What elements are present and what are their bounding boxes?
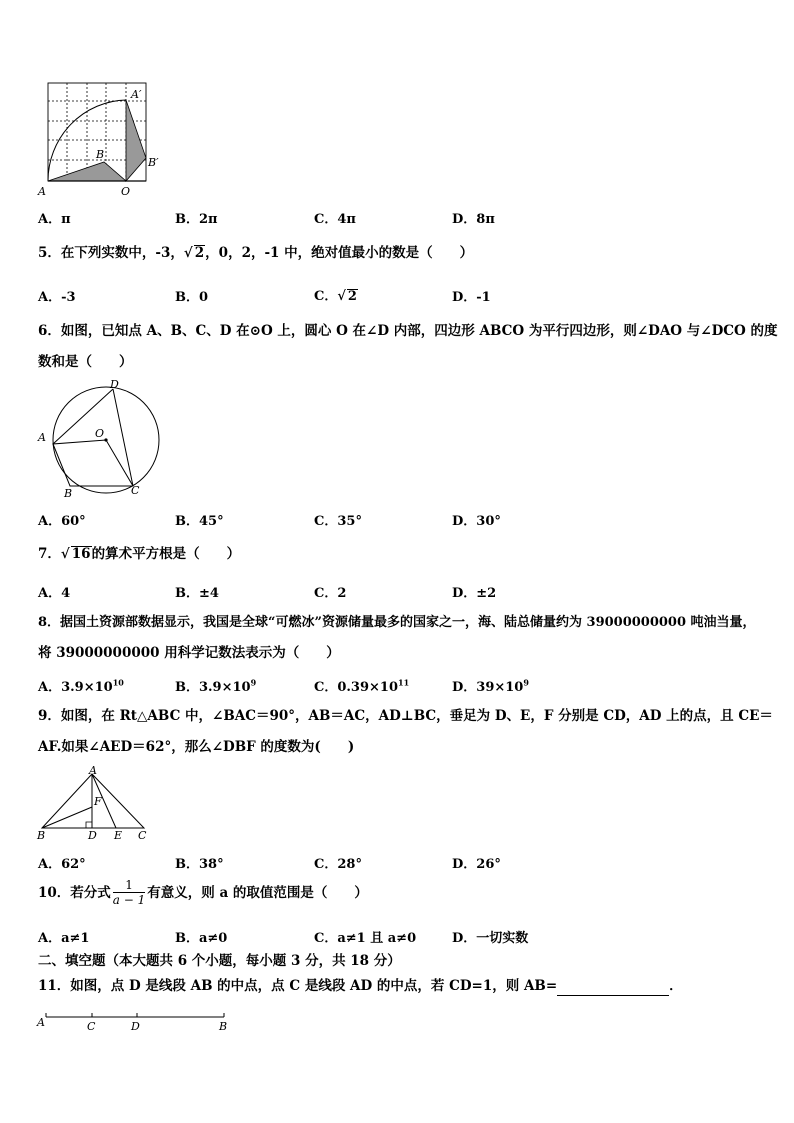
q7-option-a[interactable]: A．4 <box>38 586 71 601</box>
q9-line2: AF.如果∠AED＝62°，那么∠DBF 的度数为( ) <box>38 739 355 755</box>
q4-option-a[interactable]: A．π <box>38 212 71 227</box>
q8-option-c[interactable] <box>314 676 409 695</box>
q10-suffix: 有意义，则 a 的取值范围是（ ） <box>147 884 368 901</box>
q9-label-D: D <box>88 829 97 842</box>
q9-line1: 9．如图，在 Rt△ABC 中，∠BAC＝90°，AB＝AC，AD⊥BC，垂足为 D、E，F 分别是 CD，AD 上的点，且 CE＝ <box>38 708 773 724</box>
label-A: A <box>38 185 46 198</box>
q9-option-a[interactable]: A．62° <box>38 857 86 872</box>
q7-option-c[interactable]: C．2 <box>314 586 347 601</box>
q5-option-d[interactable]: D．-1 <box>452 290 491 305</box>
q9-label-E: E <box>114 829 123 842</box>
q10-stem <box>38 878 368 907</box>
q5-sqrt: 2 <box>194 245 205 261</box>
q6-label-D: D <box>110 378 119 391</box>
q4-option-d[interactable]: D．8π <box>452 212 495 227</box>
q5-option-b[interactable]: B．0 <box>175 290 209 305</box>
q6-option-d[interactable]: D．30° <box>452 514 501 529</box>
q6-label-O: O <box>95 427 105 440</box>
q4-figure <box>34 78 169 200</box>
q5-prefix: 5．在下列实数中，-3， <box>38 245 184 261</box>
q8-line1: 8．据国土资源部数据显示，我国是全球“可燃冰”资源储量最多的国家之一，海、陆总储量约为 39000000000 吨油当量， <box>38 615 756 630</box>
q6-figure <box>34 377 164 501</box>
q11-label-C: C <box>87 1020 96 1033</box>
q8-option-b[interactable] <box>175 676 256 695</box>
q7-suffix: 的算术平方根是（ ） <box>91 546 241 562</box>
q11-label-B: B <box>219 1020 228 1033</box>
q6-option-b[interactable]: B．45° <box>175 514 224 529</box>
q9-label-A: A <box>89 764 97 777</box>
q6-label-C: C <box>131 484 140 497</box>
q5-stem: 5．在下列实数中，-3，√ 2，0，2，-1 中，绝对值最小的数是（ ） <box>38 245 474 261</box>
q9-option-c[interactable]: C．28° <box>314 857 362 872</box>
q6-label-B: B <box>64 487 73 500</box>
q8-option-b-exp: 9 <box>250 677 257 688</box>
q11-answer-blank[interactable] <box>557 981 669 996</box>
q6-option-c[interactable]: C．35° <box>314 514 362 529</box>
q9-figure <box>34 764 154 844</box>
label-B: B <box>96 148 105 161</box>
q8-option-a[interactable] <box>38 676 124 695</box>
q10-option-b[interactable]: B．a≠0 <box>175 931 228 946</box>
q6-line1: 6．如图，已知点 A、B、C、D 在⊙O 上，圆心 O 在∠D 内部，四边形 ABCO 为平行四边形，则∠DAO 与∠DCO 的度 <box>38 323 778 339</box>
q11-stem <box>38 976 683 996</box>
q11-figure <box>34 1008 239 1036</box>
q5-option-c-label: C． <box>314 289 338 304</box>
label-O: O <box>121 185 131 198</box>
q7-prefix: 7． <box>38 546 61 562</box>
q7-option-d[interactable]: D．±2 <box>452 586 497 601</box>
q8-option-c-base: C．0.39×10 <box>314 680 398 695</box>
q11-end: ． <box>669 978 683 994</box>
q9-label-F: F <box>94 795 102 808</box>
q10-denominator: a − 1 <box>112 893 146 907</box>
q11-label-D: D <box>131 1020 140 1033</box>
q10-option-d[interactable]: D．一切实数 <box>452 931 529 946</box>
q10-option-c[interactable]: C．a≠1 且 a≠0 <box>314 931 417 946</box>
q8-option-a-exp: 10 <box>112 677 124 688</box>
q8-option-d-base: D．39×10 <box>452 680 524 695</box>
q5-option-c-sqrt: 2 <box>347 289 357 304</box>
q5-option-a[interactable]: A．-3 <box>38 290 76 305</box>
q7-stem: 7．√ 16的算术平方根是（ ） <box>38 546 241 562</box>
q10-fraction <box>113 878 145 907</box>
q10-option-a[interactable]: A．a≠1 <box>38 931 90 946</box>
q9-label-B: B <box>37 829 46 842</box>
q9-label-C: C <box>138 829 147 842</box>
label-B-prime: B′ <box>148 156 159 169</box>
q8-option-d[interactable] <box>452 676 529 695</box>
q8-line2: 将 39000000000 用科学记数法表示为（ ） <box>38 645 340 661</box>
q11-text: 11．如图，点 D 是线段 AB 的中点，点 C 是线段 AD 的中点，若 CD=1，则 AB= <box>38 978 558 994</box>
q8-option-b-base: B．3.9×10 <box>175 680 251 695</box>
q9-option-b[interactable]: B．38° <box>175 857 224 872</box>
q4-option-b[interactable]: B．2π <box>175 212 218 227</box>
q6-option-a[interactable]: A．60° <box>38 514 86 529</box>
q8-option-a-base: A．3.9×10 <box>38 680 113 695</box>
q10-numerator: 1 <box>113 878 145 893</box>
q6-line2: 数和是（ ） <box>38 354 133 370</box>
label-A-prime: A′ <box>131 88 142 101</box>
q9-option-d[interactable]: D．26° <box>452 857 501 872</box>
q6-label-A: A <box>38 431 46 444</box>
q10-prefix: 10．若分式 <box>38 884 111 901</box>
q11-label-A: A <box>37 1016 45 1029</box>
q5-option-c[interactable]: C．√ 2 <box>314 289 357 304</box>
q4-option-c[interactable]: C．4π <box>314 212 356 227</box>
q8-option-c-exp: 11 <box>398 677 410 688</box>
q8-option-d-exp: 9 <box>523 677 529 688</box>
q7-option-b[interactable]: B．±4 <box>175 586 219 601</box>
q5-suffix: ，0，2，-1 中，绝对值最小的数是（ ） <box>205 245 474 261</box>
section-2-title: 二、填空题（本大题共 6 个小题，每小题 3 分，共 18 分） <box>38 953 401 969</box>
q7-sqrt: 16 <box>71 546 91 562</box>
